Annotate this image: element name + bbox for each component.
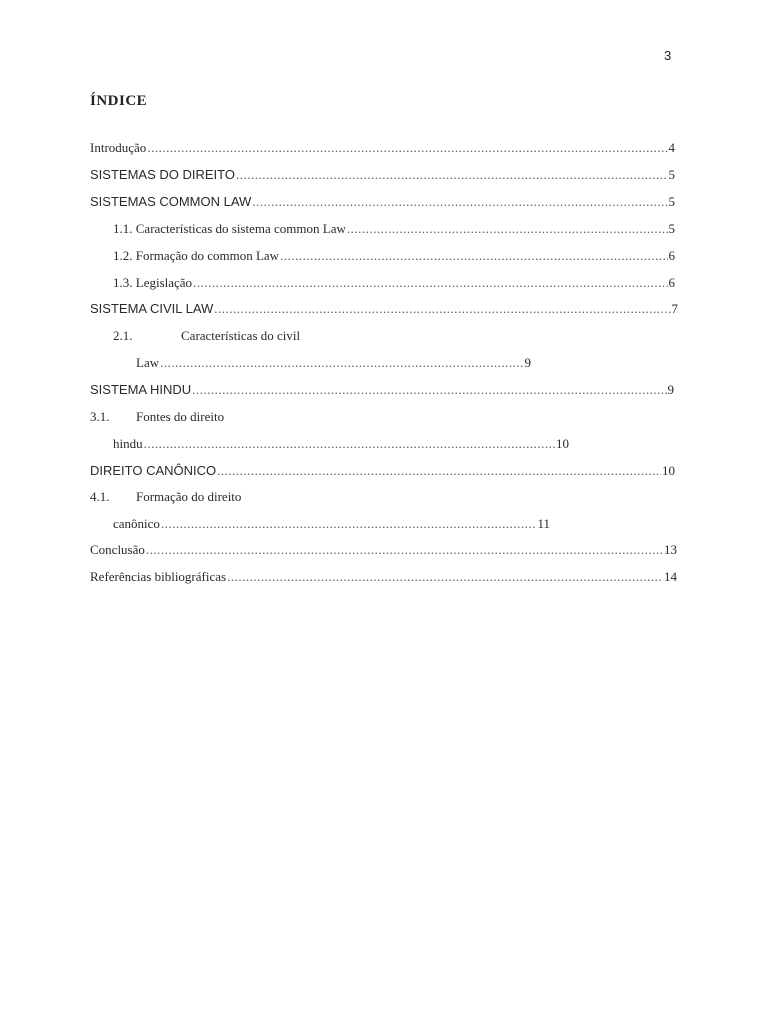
toc-entry-continuation: Law [136, 355, 160, 370]
toc-entry-page: 4 [668, 140, 675, 155]
toc-entry-page: 10 [662, 463, 675, 478]
dot-leader [146, 541, 663, 559]
toc-entry-conclusao[interactable] [90, 541, 677, 559]
toc-entry-referencias[interactable] [90, 568, 677, 586]
toc-entry-page: 14 [664, 569, 677, 584]
toc-entry-1-3[interactable] [113, 274, 675, 292]
dot-leader [192, 381, 666, 399]
toc-entry-page: 6 [668, 275, 675, 290]
dot-leader [160, 354, 523, 372]
toc-entry-number: 4.1. [90, 489, 110, 504]
toc-entry-label: Introdução [90, 140, 147, 155]
toc-entry-continuation: canônico [113, 516, 160, 531]
dot-leader [236, 166, 668, 184]
toc-entry-label: DIREITO CANÔNICO [90, 463, 217, 478]
toc-entry-3-1-line2[interactable] [113, 435, 569, 453]
dot-leader [147, 139, 667, 157]
toc-entry-number: 1.2. [113, 248, 133, 263]
toc-entry-label: Formação do common Law [135, 248, 280, 263]
toc-entry-page: 6 [668, 248, 675, 263]
toc-entry-2-1-line1[interactable] [113, 327, 413, 345]
toc-entry-label: SISTEMA HINDU [90, 382, 192, 397]
toc-entry-page: 5 [668, 221, 675, 236]
toc-entry-4-1-line1[interactable] [90, 488, 390, 506]
toc-entry-page: 11 [537, 516, 550, 531]
dot-leader [347, 220, 668, 238]
toc-entry-introducao[interactable] [90, 139, 675, 157]
toc-entry-label: Características do civil [181, 328, 301, 343]
toc-entry-continuation: hindu [113, 436, 143, 451]
dot-leader [217, 462, 661, 480]
page-number: 3 [664, 48, 672, 63]
toc-entry-label: SISTEMAS COMMON LAW [90, 194, 252, 209]
toc-entry-1-1[interactable] [113, 220, 675, 238]
toc-entry-number: 1.1. [113, 221, 133, 236]
toc-entry-page: 13 [664, 542, 677, 557]
toc-entry-label: Formação do direito [136, 489, 242, 504]
toc-entry-label: Características do sistema common Law [135, 221, 346, 236]
toc-entry-label: Fontes do direito [136, 409, 225, 424]
toc-entry-1-2[interactable] [113, 247, 675, 265]
toc-entry-number: 3.1. [90, 409, 110, 424]
toc-entry-page: 10 [556, 436, 569, 451]
toc-entry-label: SISTEMAS DO DIREITO [90, 167, 235, 182]
dot-leader [161, 515, 537, 533]
toc-entry-3-1-line1[interactable] [90, 408, 390, 426]
toc-entry-page: 5 [668, 167, 675, 182]
toc-entry-direito-canonico[interactable] [90, 462, 675, 480]
toc-entry-label: Referências bibliográficas [90, 569, 227, 584]
toc-entry-number: 2.1. [113, 328, 133, 343]
dot-leader [144, 435, 555, 453]
toc-entry-label: SISTEMA CIVIL LAW [90, 301, 214, 316]
toc-entry-page: 9 [524, 355, 531, 370]
toc-entry-sistema-civil-law[interactable] [90, 300, 678, 318]
toc-entry-2-1-line2[interactable] [136, 354, 531, 372]
toc-entry-page: 7 [671, 301, 678, 316]
toc-entry-label: Legislação [135, 275, 193, 290]
toc-entry-sistemas-common-law[interactable] [90, 193, 675, 211]
dot-leader [193, 274, 667, 292]
dot-leader [214, 300, 670, 318]
dot-leader [280, 247, 667, 265]
toc-entry-number: 1.3. [113, 275, 133, 290]
toc-entry-4-1-line2[interactable] [113, 515, 550, 533]
dot-leader [227, 568, 663, 586]
toc-entry-page: 5 [668, 194, 675, 209]
dot-leader [252, 193, 667, 211]
toc-entry-label: Conclusão [90, 542, 145, 557]
toc-entry-sistema-hindu[interactable] [90, 381, 674, 399]
page-title: ÍNDICE [90, 93, 148, 109]
toc-entry-page: 9 [667, 382, 674, 397]
toc-entry-sistemas-do-direito[interactable] [90, 166, 675, 184]
